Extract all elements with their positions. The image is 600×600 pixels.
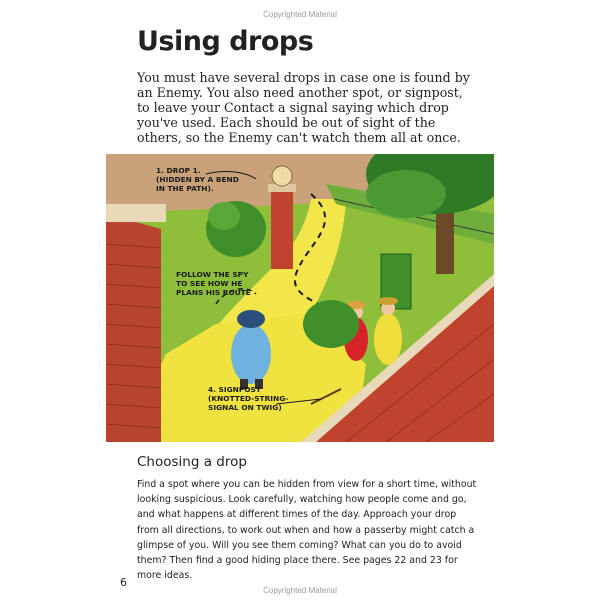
- copyright-watermark-top: Copyrighted Material: [263, 10, 337, 19]
- section-heading: Choosing a drop: [137, 454, 247, 470]
- follow-spy-label: FOLLOW THE SPY TO SEE HOW HE PLANS HIS ROUTE: [176, 270, 251, 297]
- section-body-paragraph: Find a spot where you can be hidden from view for a short time, without looking suspicious. Look carefully, watching how people come and go, and what happens at different times of the day. Approach your drop from all directions, to work out when and how a passerby might catch a glimpse of you. Will you see them coming? What can you do to avoid them? Then find a good hiding place there. See pages 22 and 23 for more ideas.: [137, 479, 477, 582]
- intro-paragraph: You must have several drops in case one is found by an Enemy. You also need another spot, or signpost, to leave your Contact a signal saying which drop you've used. Each should be out of sight of the others, so the Enemy can't watch them all at once.: [137, 70, 470, 145]
- page-title: Using drops: [137, 26, 314, 57]
- page-number: 6: [120, 576, 127, 589]
- signpost-label: 4. SIGNPOST (KNOTTED-STRING- SIGNAL ON TWIG): [208, 385, 289, 412]
- drop1-label: 1. DROP 1. (HIDDEN BY A BEND IN THE PATH).: [156, 166, 239, 193]
- copyright-watermark-bottom: Copyrighted Material: [263, 586, 337, 595]
- garden-path-illustration: [106, 154, 494, 442]
